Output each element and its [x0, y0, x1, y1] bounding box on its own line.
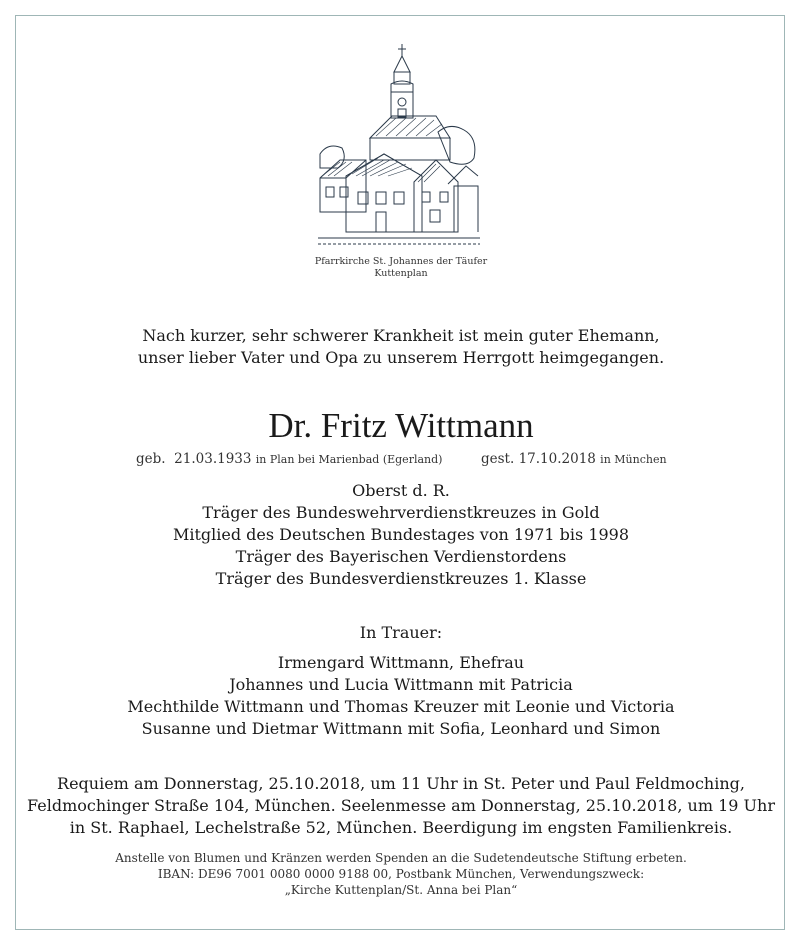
intro-line: unser lieber Vater und Opa zu unserem Herrgott heimgegangen.	[137, 348, 665, 367]
donation-info	[0, 850, 802, 898]
honors-list	[0, 480, 802, 590]
died-place: in München	[600, 453, 667, 466]
died-date: 17.10.2018	[518, 451, 596, 467]
honor-item: Träger des Bayerischen Verdienstordens	[235, 547, 567, 566]
mourning-heading: In Trauer:	[359, 623, 443, 642]
caption-line: Kuttenplan	[374, 268, 428, 279]
donation-line: „Kirche Kuttenplan/St. Anna bei Plan“	[284, 883, 518, 897]
intro-line: Nach kurzer, sehr schwerer Krankheit ist mein guter Ehemann,	[142, 326, 660, 345]
born-label: geb.	[136, 451, 166, 467]
mourner-item: Susanne und Dietmar Wittmann mit Sofia, Leonhard und Simon	[141, 719, 661, 738]
deceased-name: Dr. Fritz Wittmann	[268, 406, 534, 445]
died-label: gest.	[481, 451, 515, 467]
honor-item: Träger des Bundeswehrverdienstkreuzes in Gold	[202, 503, 600, 522]
born-date: 21.03.1933	[174, 451, 252, 467]
mourner-item: Irmengard Wittmann, Ehefrau	[277, 653, 525, 672]
death-info	[481, 451, 667, 467]
illustration-caption	[0, 256, 802, 280]
service-line: Feldmochinger Straße 104, München. Seelenmesse am Donnerstag, 25.10.2018, um 19 Uhr	[27, 796, 775, 815]
caption-line: Pfarrkirche St. Johannes der Täufer	[314, 256, 488, 267]
birth-info	[136, 451, 442, 467]
donation-line: Anstelle von Blumen und Kränzen werden Spenden an die Sudetendeutsche Stiftung erbeten.	[115, 851, 687, 865]
born-place: in Plan bei Marienbad (Egerland)	[255, 453, 443, 466]
honor-item: Mitglied des Deutschen Bundestages von 1971 bis 1998	[172, 525, 630, 544]
mourner-item: Mechthilde Wittmann und Thomas Kreuzer mit Leonie und Victoria	[127, 697, 675, 716]
mourner-item: Johannes und Lucia Wittmann mit Patricia	[229, 675, 573, 694]
service-line: in St. Raphael, Lechelstraße 52, München. Beerdigung im engsten Familienkreis.	[69, 818, 733, 837]
mourners-list	[0, 652, 802, 740]
service-line: Requiem am Donnerstag, 25.10.2018, um 11 Uhr in St. Peter und Paul Feldmoching,	[57, 774, 745, 793]
intro-text	[0, 325, 802, 369]
service-info	[0, 773, 802, 839]
church-village-sketch-icon	[318, 42, 480, 250]
honor-item: Oberst d. R.	[352, 481, 450, 500]
honor-item: Träger des Bundesverdienstkreuzes 1. Klasse	[215, 569, 587, 588]
donation-line: IBAN: DE96 7001 0080 0000 9188 00, Postbank München, Verwendungszweck:	[157, 867, 645, 881]
